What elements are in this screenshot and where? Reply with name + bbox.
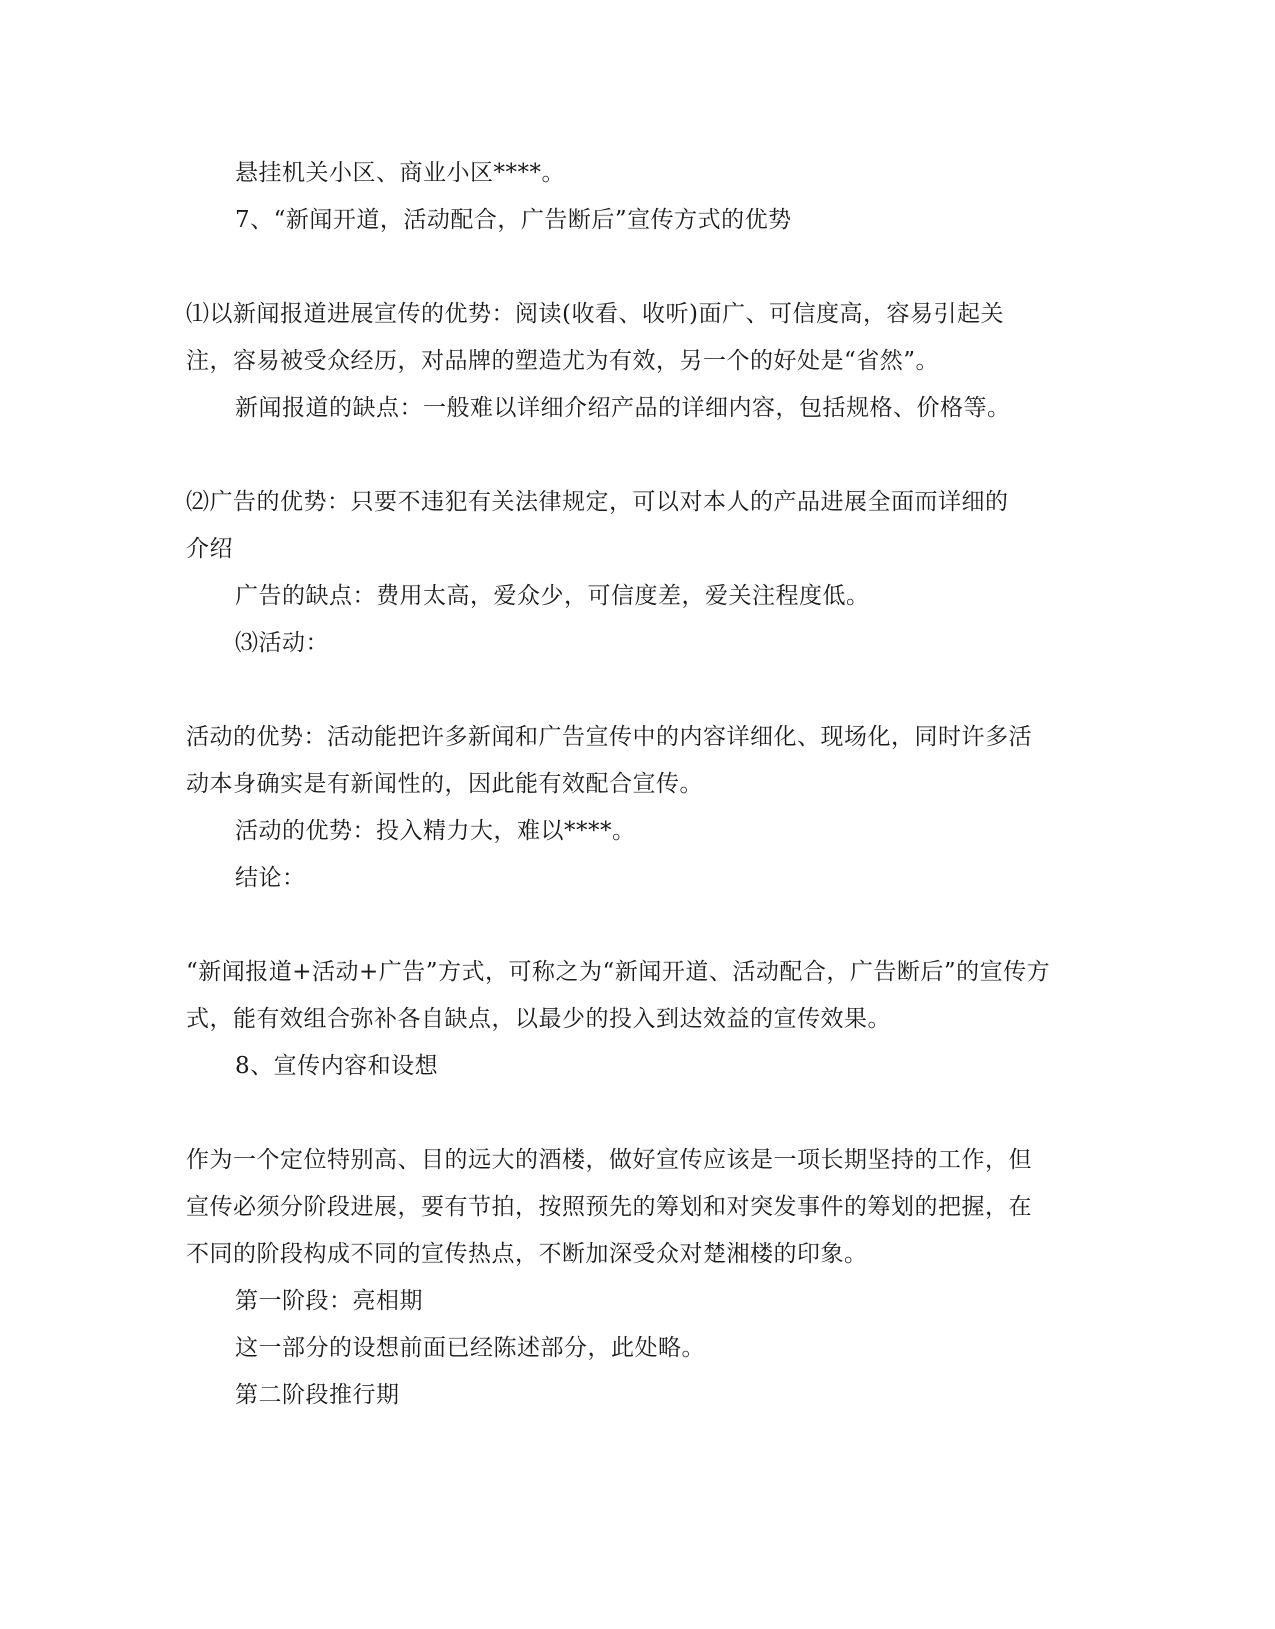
paragraph-line: 第一阶段：亮相期 — [235, 1288, 423, 1314]
paragraph-line: 介绍 — [186, 536, 233, 562]
paragraph-line: 作为一个定位特别高、目的远大的酒楼，做好宣传应该是一项长期坚持的工作，但 — [186, 1147, 1032, 1173]
section-heading: 7、“新闻开道，活动配合，广告断后”宣传方式的优势 — [235, 207, 792, 233]
paragraph-line: 这一部分的设想前面已经陈述部分，此处略。 — [235, 1335, 705, 1361]
paragraph-line: 活动的优势：活动能把许多新闻和广告宣传中的内容详细化、现场化，同时许多活 — [186, 724, 1032, 750]
paragraph-line: 式，能有效组合弥补各自缺点，以最少的投入到达效益的宣传效果。 — [186, 1006, 891, 1032]
paragraph-line: ⑶活动： — [235, 630, 329, 656]
paragraph-line: 活动的优势：投入精力大，难以****。 — [235, 818, 636, 844]
paragraph-line: 注，容易被受众经历，对品牌的塑造尤为有效，另一个的好处是“省然”。 — [186, 348, 940, 374]
paragraph-line: ⑵广告的优势：只要不违犯有关法律规定，可以对本人的产品进展全面而详细的 — [186, 489, 1009, 515]
section-heading: 8、宣传内容和设想 — [235, 1053, 439, 1079]
paragraph-line: 结论： — [235, 865, 306, 891]
paragraph-line: 动本身确实是有新闻性的，因此能有效配合宣传。 — [186, 771, 703, 797]
paragraph-line: ⑴以新闻报道进展宣传的优势：阅读(收看、收听)面广、可信度高，容易引起关 — [186, 301, 1004, 327]
paragraph-line: 悬挂机关小区、商业小区****。 — [235, 160, 565, 186]
paragraph-line: 新闻报道的缺点：一般难以详细介绍产品的详细内容，包括规格、价格等。 — [235, 395, 1011, 421]
paragraph-line: 宣传必须分阶段进展，要有节拍，按照预先的筹划和对突发事件的筹划的把握，在 — [186, 1194, 1032, 1220]
paragraph-line: 第二阶段推行期 — [235, 1382, 400, 1408]
paragraph-line: “新闻报道+活动+广告”方式，可称之为“新闻开道、活动配合，广告断后”的宣传方 — [186, 959, 1051, 985]
paragraph-line: 广告的缺点：费用太高，爱众少，可信度差，爱关注程度低。 — [235, 583, 870, 609]
paragraph-line: 不同的阶段构成不同的宣传热点，不断加深受众对楚湘楼的印象。 — [186, 1241, 868, 1267]
